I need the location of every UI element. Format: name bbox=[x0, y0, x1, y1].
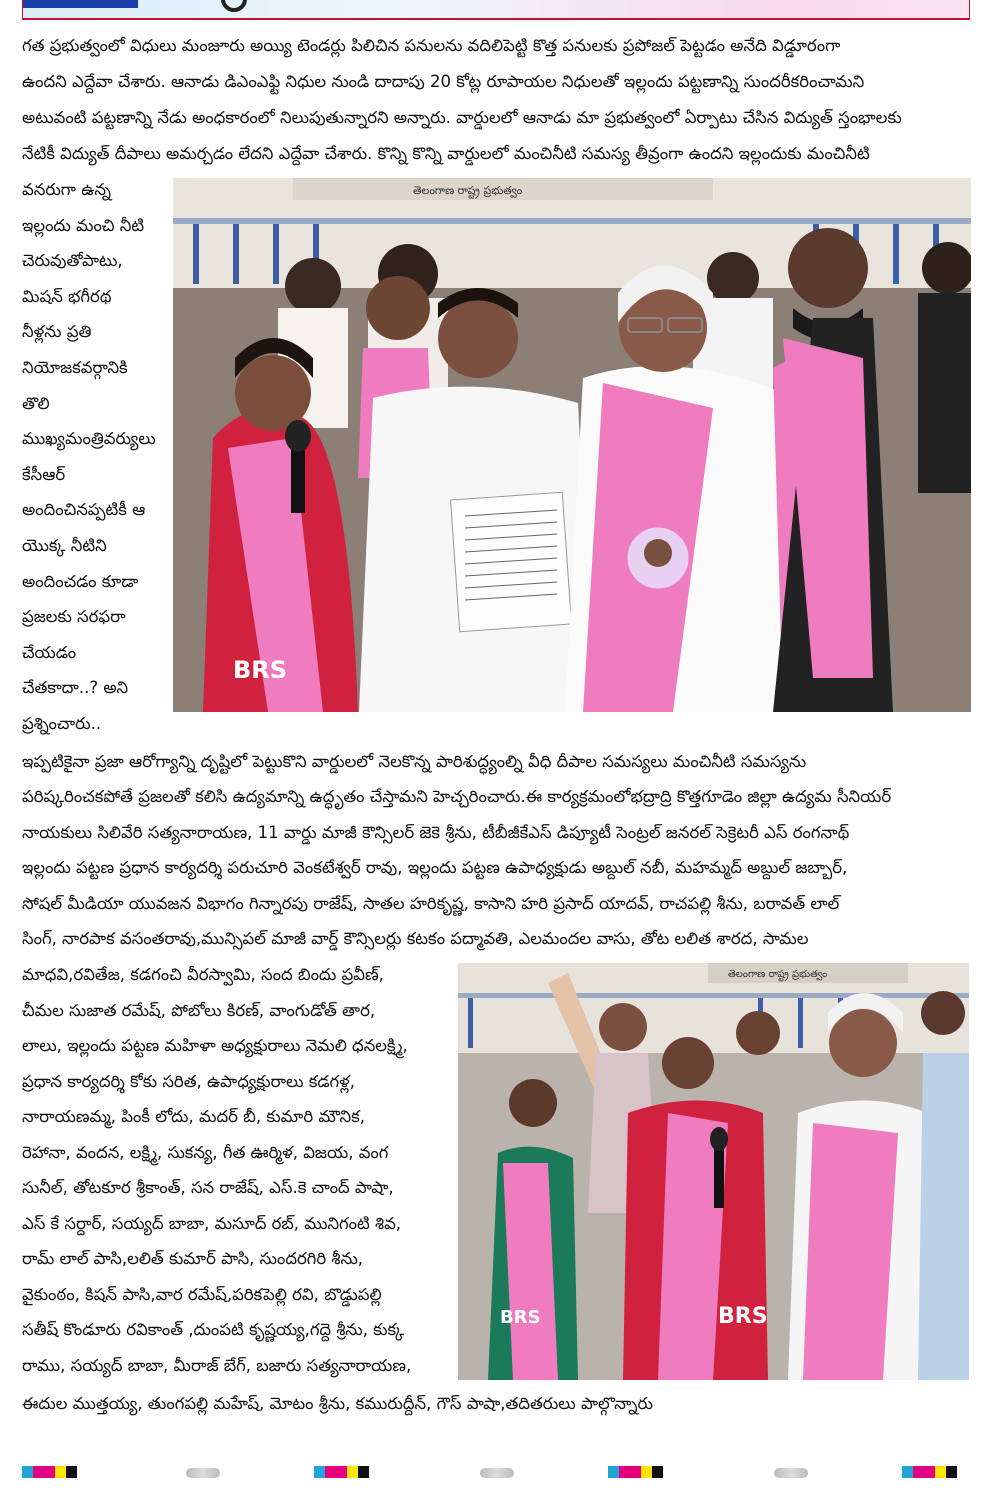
registration-swatch bbox=[641, 1466, 652, 1478]
paragraph-middle-line: సోషల్ మీడియా యువజన విభాగం గిన్నారపు రాజేష్, సాతల హరికృష్ణ, కాసాని హరి ప్రసాద్ యాదవ్, రాచపల్లి శీను, బరావత్ లాల్ bbox=[22, 893, 840, 913]
left-column-line: కేసీఆర్ bbox=[22, 464, 66, 484]
left-column-line: చెరువుతోపాటు, bbox=[22, 251, 123, 271]
left-column-line: చేతకాదా..? అని bbox=[22, 678, 129, 698]
left-column-line: ప్రశ్నించారు.. bbox=[22, 713, 102, 733]
bottom-column-line: చీమల సుజాత రమేష్, పోబోలు కిరణ్, వాంగుడోత్ తార, bbox=[22, 1000, 376, 1020]
paragraph-middle-line: నాయకులు సిలివేరి సత్యనారాయణ, 11 వార్డు మాజీ కౌన్సిలర్ జెకె శ్రీను, టీబీజీకేఎస్ డిప్యూటీ సెంట్రల్ జనరల్ సెక్రెటరీ ఎస్ రంగనాథ్ bbox=[22, 822, 850, 842]
bottom-column-line: రాము, సయ్యద్ బాబా, మీరాజ్ బేగ్, బజారు సత్యనారాయణ, bbox=[22, 1355, 412, 1375]
left-column-line: నియోజకవర్గానికి bbox=[22, 357, 128, 377]
photo-1-sash-text-left: BRS bbox=[233, 656, 288, 684]
banner-ring-icon bbox=[221, 0, 247, 12]
registration-swatches-2 bbox=[314, 1466, 369, 1478]
bottom-column-line: ప్రధాన కార్యదర్శి కోకు సరిత, ఉపాధ్యక్షురాలు కడగళ్ల, bbox=[22, 1071, 356, 1091]
bottom-column-line: మాధవి,రవితేజ, కడగంచి వీరస్వామి, సంద బిందు ప్రవీణ్, bbox=[22, 965, 384, 984]
registration-swatch bbox=[325, 1466, 336, 1478]
registration-swatches-3 bbox=[608, 1466, 663, 1478]
paragraph-top-line: అటువంటి పట్టణాన్ని నేడు అంధకారంలో నిలుపుతున్నారని అన్నారు. వార్డులలో ఆనాడు మా ప్రభుత్వంలో ఏర్పాటు చేసిన విద్యుత్ స్తంభాలకు bbox=[22, 108, 902, 127]
bottom-column-line: వైకుంఠం, కిషన్ పాసి,వార రమేష్,పరికపెల్లి రవి, బొడ్డుపల్లి bbox=[22, 1284, 382, 1304]
bottom-column-line: లాలు, ఇల్లందు పట్టణ మహిళా అధ్యక్షురాలు నెమలి ధనలక్ష్మి, bbox=[22, 1036, 408, 1055]
paragraph-top-line: నేటికీ విద్యుత్ దీపాలు అమర్చడం లేదని ఎద్దేవా చేశారు. కొన్ని కొన్ని వార్డులలో మంచినీటి సమస్య తీవ్రంగా ఉందని ఇల్లందుకు మంచినీటి bbox=[22, 144, 870, 163]
registration-pill-2 bbox=[480, 1468, 514, 1478]
banner-logo-block bbox=[23, 0, 138, 8]
bottom-column-line: నారాయణమ్మ, పింకీ లోదు, మదర్ బీ, కుమారి మౌనిక, bbox=[22, 1107, 365, 1126]
photo-protest-speech bbox=[458, 963, 969, 1380]
registration-pill-1 bbox=[186, 1468, 220, 1478]
registration-swatch bbox=[913, 1466, 924, 1478]
left-column-line: వనరుగా ఉన్న bbox=[22, 180, 111, 199]
registration-swatch bbox=[336, 1466, 347, 1478]
article-closing-line: ఈదుల ముత్తయ్య, తుంగపల్లి మహేష్, మోటం శ్రీను, కమురుద్దీన్, గౌస్ పాషా,తదితరులు పాల్గొన్నారు bbox=[22, 1394, 653, 1413]
paragraph-middle-line: ఇల్లందు పట్టణ ప్రధాన కార్యదర్శి పరుచూరి వెంకటేశ్వర్ రావు, ఇల్లందు పట్టణ ఉపాధ్యక్షుడు అబ్దుల్ నబీ, మహమ్మద్ అబ్దుల్ జబ్బార్, bbox=[22, 858, 848, 878]
registration-swatch bbox=[946, 1466, 957, 1478]
bottom-column-line: ఎస్ కే సర్దార్, సయ్యద్ బాబా, మసూద్ రబ్, మునిగంటి శివ, bbox=[22, 1213, 402, 1233]
left-column-line: అందించడం కూడా bbox=[22, 571, 139, 591]
registration-swatch bbox=[22, 1466, 33, 1478]
left-column-line: ముఖ్యమంత్రివర్యులు bbox=[22, 429, 156, 449]
registration-swatch bbox=[924, 1466, 935, 1478]
registration-swatch bbox=[44, 1466, 55, 1478]
left-column-line: అందించినప్పటికీ ఆ bbox=[22, 500, 146, 520]
registration-pill-3 bbox=[774, 1468, 808, 1478]
print-registration-strip bbox=[22, 1466, 972, 1480]
registration-swatches-1 bbox=[22, 1466, 77, 1478]
left-column-line: యొక్క నీటిని bbox=[22, 535, 107, 555]
article-paragraph-middle bbox=[22, 744, 972, 956]
photo-2-sash-text-left: BRS bbox=[500, 1307, 541, 1328]
registration-swatch bbox=[314, 1466, 325, 1478]
photo-2-sign-text: తెలంగాణ రాష్ట్ర ప్రభుత్వం bbox=[728, 969, 828, 980]
paragraph-top-line: ఉందని ఎద్దేవా చేశారు. ఆనాడు డిఎంఎఫ్టి నిధుల నుండి దాదాపు 20 కోట్ల రూపాయల నిధులతో ఇల్లందు పట్టణాన్ని సుందరీకరించామని bbox=[22, 72, 865, 91]
bottom-column-line: సతీష్ కొండూరు రవికాంత్ ,దుంపటి కృష్ణయ్య,గద్దె శ్రీను, కుక్క bbox=[22, 1320, 405, 1339]
registration-swatch bbox=[935, 1466, 946, 1478]
photo-2-sash-text-center: BRS bbox=[718, 1304, 768, 1329]
banner-mark-icon bbox=[751, 0, 785, 16]
article-bottom-column bbox=[22, 957, 456, 1383]
registration-swatch bbox=[347, 1466, 358, 1478]
left-column-line: మిషన్ భగీరథ bbox=[22, 286, 112, 306]
bottom-column-line: రామ్ లాల్ పాసి,లలిత్ కుమార్ పాసి, సుందరగిరి శీను, bbox=[22, 1249, 364, 1268]
article-left-column bbox=[22, 172, 170, 742]
registration-swatch bbox=[66, 1466, 77, 1478]
header-banner bbox=[22, 0, 970, 20]
left-column-line: ప్రజలకు సరఫరా bbox=[22, 607, 126, 627]
registration-swatch bbox=[55, 1466, 66, 1478]
registration-swatch bbox=[33, 1466, 44, 1478]
left-column-line: ఇల్లందు మంచి నీటి bbox=[22, 215, 145, 235]
paragraph-middle-line: ఇప్పటికైనా ప్రజా ఆరోగ్యాన్ని దృష్టిలో పెట్టుకొని వార్డులలో నెలకొన్న పారిశుద్ధ్యంల్ని వీధి దీపాల సమస్యలు మంచినీటి సమస్యను bbox=[22, 752, 807, 771]
registration-swatch bbox=[358, 1466, 369, 1478]
photo-memorandum-submission bbox=[173, 178, 971, 712]
registration-swatch bbox=[608, 1466, 619, 1478]
paragraph-middle-line: సింగ్, నారపాక వసంతరావు,మున్సిపల్ మాజీ వార్డ్ కౌన్సిలర్లు కటకం పద్మావతి, ఎలమందల వాసు, తోట లలిత శారద, సామల bbox=[22, 929, 809, 949]
bottom-column-line: సునీల్, తోటకూర శ్రీకాంత్, సన రాజేష్, ఎస్.కె చాంద్ పాషా, bbox=[22, 1178, 394, 1197]
left-column-line: తొలి bbox=[22, 393, 50, 413]
registration-swatch bbox=[619, 1466, 630, 1478]
registration-swatch bbox=[630, 1466, 641, 1478]
registration-swatch bbox=[652, 1466, 663, 1478]
paragraph-middle-line: పరిష్కరించకపోతే ప్రజలతో కలిసి ఉద్యమాన్ని ఉద్ధృతం చేస్తామని హెచ్చరించారు.ఈ కార్యక్రమంలోభద్రాద్రి కొత్తగూడెం జిల్లా ఉద్యమ సీనియర్ bbox=[22, 787, 892, 807]
registration-swatch bbox=[902, 1466, 913, 1478]
bottom-column-line: రెహానా, వందన, లక్ష్మి, సుకన్య, గీత ఊర్మిళ, విజయ, వంగ bbox=[22, 1142, 389, 1162]
paragraph-top-line: గత ప్రభుత్వంలో విధులు మంజూరు అయ్యి టెండర్లు పిలిచిన పనులను వదిలిపెట్టి కొత్త పనులకు ప్రపోజల్ పెట్టడం అనేది విడ్డూరంగా bbox=[22, 36, 841, 55]
photo-1-sign-text: తెలంగాణ రాష్ట్ర ప్రభుత్వం bbox=[413, 184, 523, 197]
left-column-line: నీళ్లను ప్రతి bbox=[22, 322, 92, 342]
article-paragraph-top bbox=[22, 28, 972, 172]
registration-swatches-4 bbox=[902, 1466, 957, 1478]
left-column-line: చేయడం bbox=[22, 642, 77, 662]
